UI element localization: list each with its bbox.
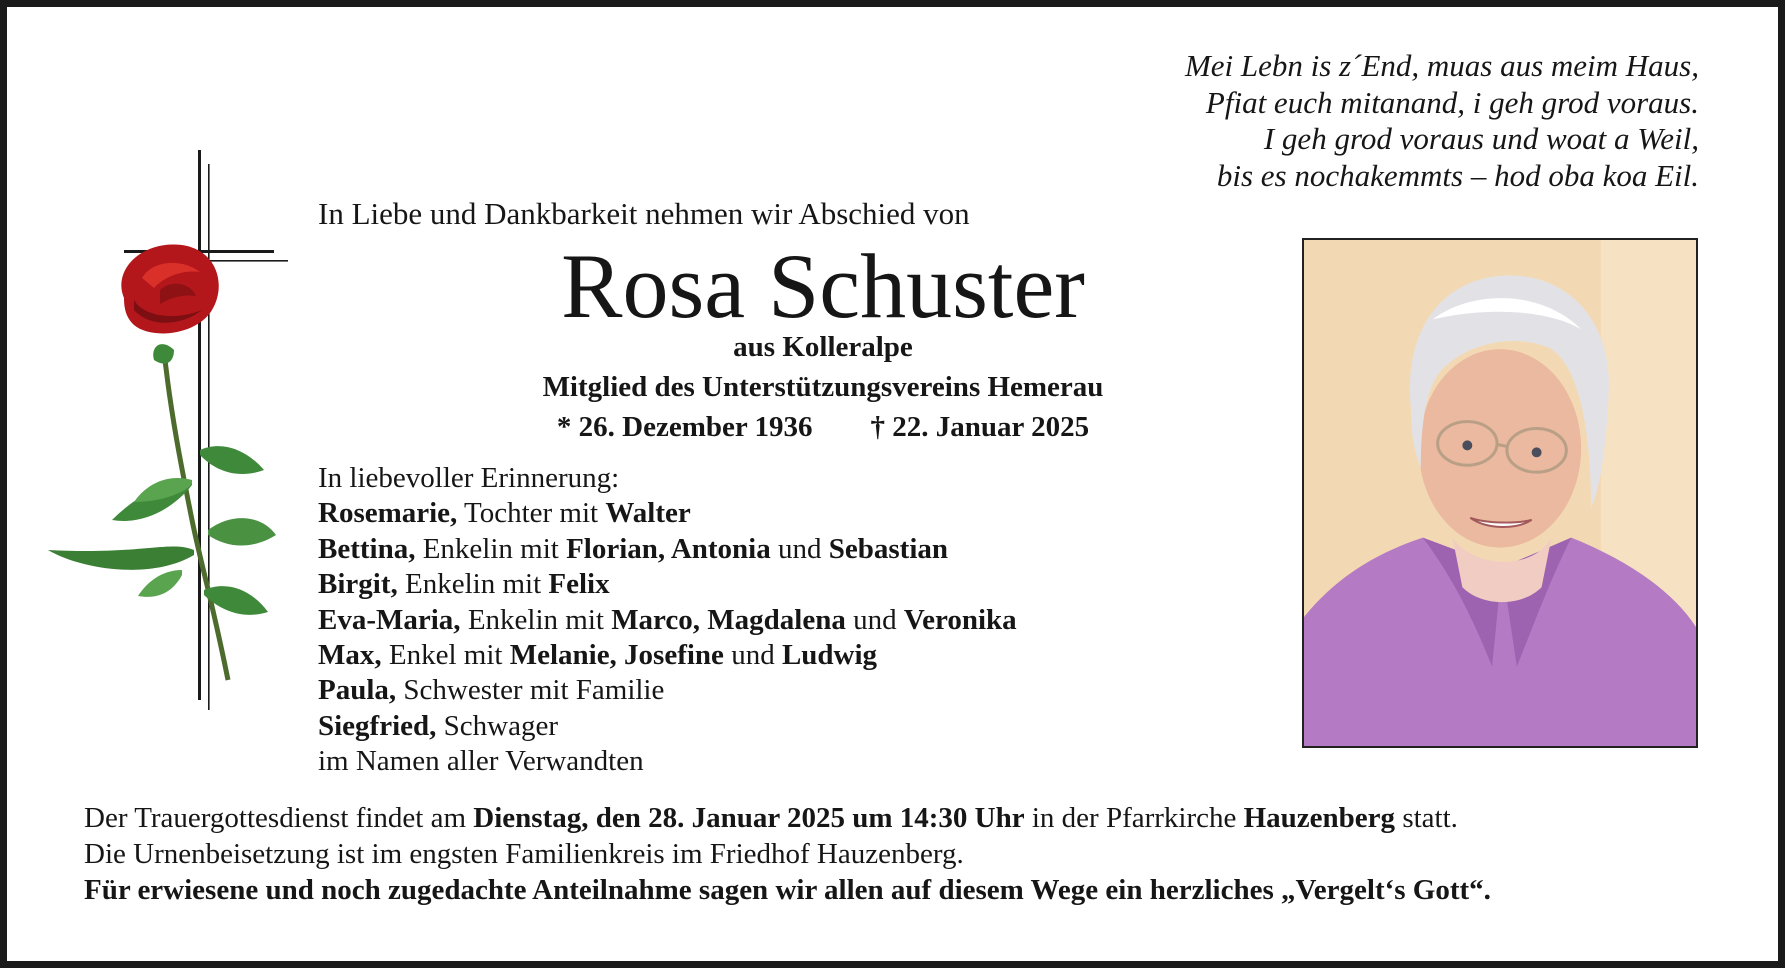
intro-text: In Liebe und Dankbarkeit nehmen wir Abschied von [318, 196, 970, 231]
list-item: Paula, Schwester mit Familie [318, 674, 665, 707]
mourners-heading: In liebevoller Erinnerung: [318, 462, 620, 494]
poem-line: Mei Lebn is z´End, muas aus meim Haus, [1184, 48, 1699, 83]
origin: aus Kolleralpe [733, 331, 913, 363]
footer-text [84, 800, 1491, 908]
mourners-list [318, 461, 1017, 780]
life-dates [318, 411, 1328, 444]
birth-date: * 26. Dezember 1936 [556, 411, 813, 443]
membership: Mitglied des Unterstützungsvereins Hemerau [542, 371, 1104, 403]
poem-line: I geh grod voraus und woat a Weil, [1263, 121, 1699, 156]
list-item: Max, Enkel mit Melanie, Josefine und Ludwig [318, 639, 878, 672]
cross-icon [124, 150, 288, 710]
list-item: Eva-Maria, Enkelin mit Marco, Magdalena und Veronika [318, 603, 1017, 636]
list-item: Bettina, Enkelin mit Florian, Antonia und Sebastian [318, 532, 949, 565]
poem-line: Pfiat euch mitanand, i geh grod voraus. [1205, 84, 1699, 120]
service-info: Der Trauergottesdienst findet am Dienstag, den 28. Januar 2025 um 14:30 Uhr in der Pfarrkirche Hauzenberg statt. [84, 802, 1458, 834]
mourners-closing: im Namen aller Verwandten [318, 745, 644, 778]
list-item: Siegfried, Schwager [318, 709, 558, 742]
death-date: † 22. Januar 2025 [870, 411, 1090, 443]
portrait-photo [1302, 238, 1698, 748]
service-date: Dienstag, den 28. Januar 2025 um 14:30 Uhr [473, 802, 1025, 834]
poem [1185, 48, 1699, 194]
burial-info: Die Urnenbeisetzung ist im engsten Familienkreis im Friedhof Hauzenberg. [84, 838, 964, 870]
list-item: Rosemarie, Tochter mit Walter [318, 497, 691, 530]
list-item: Birgit, Enkelin mit Felix [318, 568, 610, 601]
thanks-line: Für erwiesene und noch zugedachte Anteilnahme sagen wir allen auf diesem Wege ein herzliches „Vergelt‘s Gott“. [84, 874, 1491, 906]
deceased-name: Rosa Schuster [561, 235, 1085, 337]
rose-icon [48, 244, 276, 680]
service-place: Hauzenberg [1243, 802, 1396, 834]
cross-with-rose [42, 150, 292, 710]
poem-line: bis es nochakemmts – hod oba koa Eil. [1216, 157, 1699, 193]
